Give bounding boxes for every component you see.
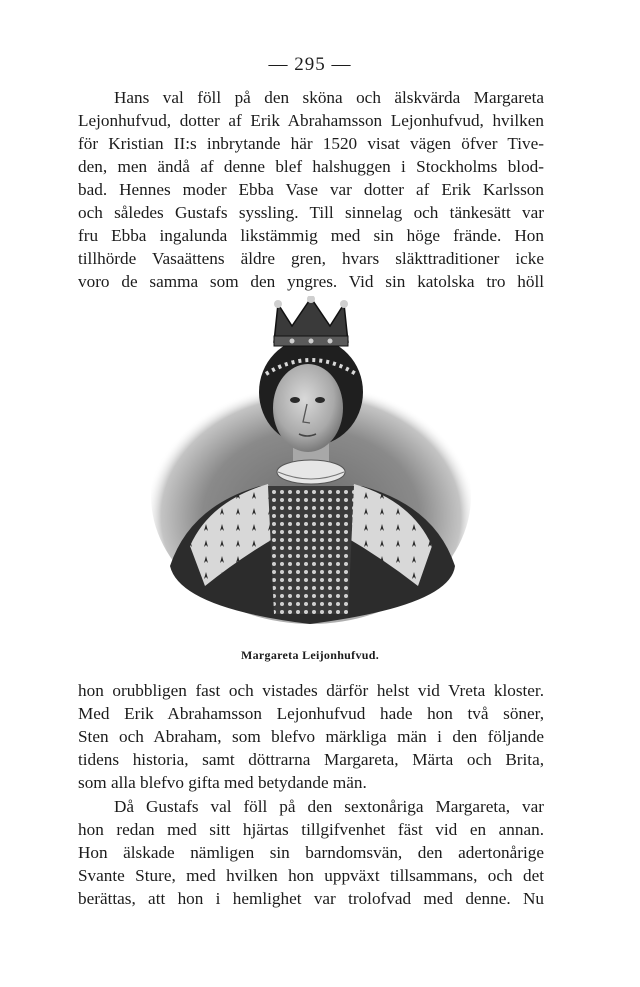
text-line: hon redan med sitt hjärtas tillgifvenhet fäst vid en annan. xyxy=(78,820,544,839)
text-line: och således Gustafs syssling. Till sinnelag och tänkesätt var xyxy=(78,203,544,222)
text-line: för Kristian II:s inbrytande här 1520 visat vägen öfver Tive- xyxy=(78,134,544,153)
text-line: voro de samma som den yngres. Vid sin katolska tro höll xyxy=(78,272,544,291)
text-line: Hans val föll på den sköna och älskvärda Margareta xyxy=(114,88,544,107)
text-line: Lejonhufvud, dotter af Erik Abrahamsson Lejonhufvud, hvilken xyxy=(78,111,544,130)
text-line: tillhörde Vasaättens äldre gren, hvars släkttraditioner icke xyxy=(78,249,544,268)
text-line: tidens historia, samt döttrarna Margareta, Märta och Brita, xyxy=(78,750,544,769)
text-line: den, men ändå af denne blef halshuggen i Stockholms blod- xyxy=(78,157,544,176)
text-line: berättas, att hon i hemlighet var trolofvad med denne. Nu xyxy=(78,889,544,908)
text-line: Hon älskade nämligen sin barndomsvän, den adertonårige xyxy=(78,843,544,862)
paragraph-2 xyxy=(78,679,544,794)
text-line: som alla blefvo gifta med betydande män. xyxy=(78,773,367,792)
page-number: — 295 — xyxy=(268,54,352,75)
text-line: bad. Hennes moder Ebba Vase var dotter af Erik Karlsson xyxy=(78,180,544,199)
portrait-engraving xyxy=(150,296,472,626)
figure-caption: Margareta Leijonhufvud. xyxy=(240,648,379,662)
text-line: Sten och Abraham, som blefvo märkliga män i den följande xyxy=(78,727,544,746)
text-line: Svante Sture, med hvilken hon uppväxt tillsammans, och det xyxy=(78,866,544,885)
paragraph-1 xyxy=(78,86,544,293)
text-line: hon orubbligen fast och vistades därför helst vid Vreta kloster. xyxy=(78,681,544,700)
text-line: fru Ebba ingalunda likstämmig med sin höge frände. Hon xyxy=(78,226,544,245)
text-line: Då Gustafs val föll på den sextonåriga Margareta, var xyxy=(114,797,544,816)
paragraph-3 xyxy=(78,795,544,910)
text-line: Med Erik Abrahamsson Lejonhufvud hade hon två söner, xyxy=(78,704,544,723)
